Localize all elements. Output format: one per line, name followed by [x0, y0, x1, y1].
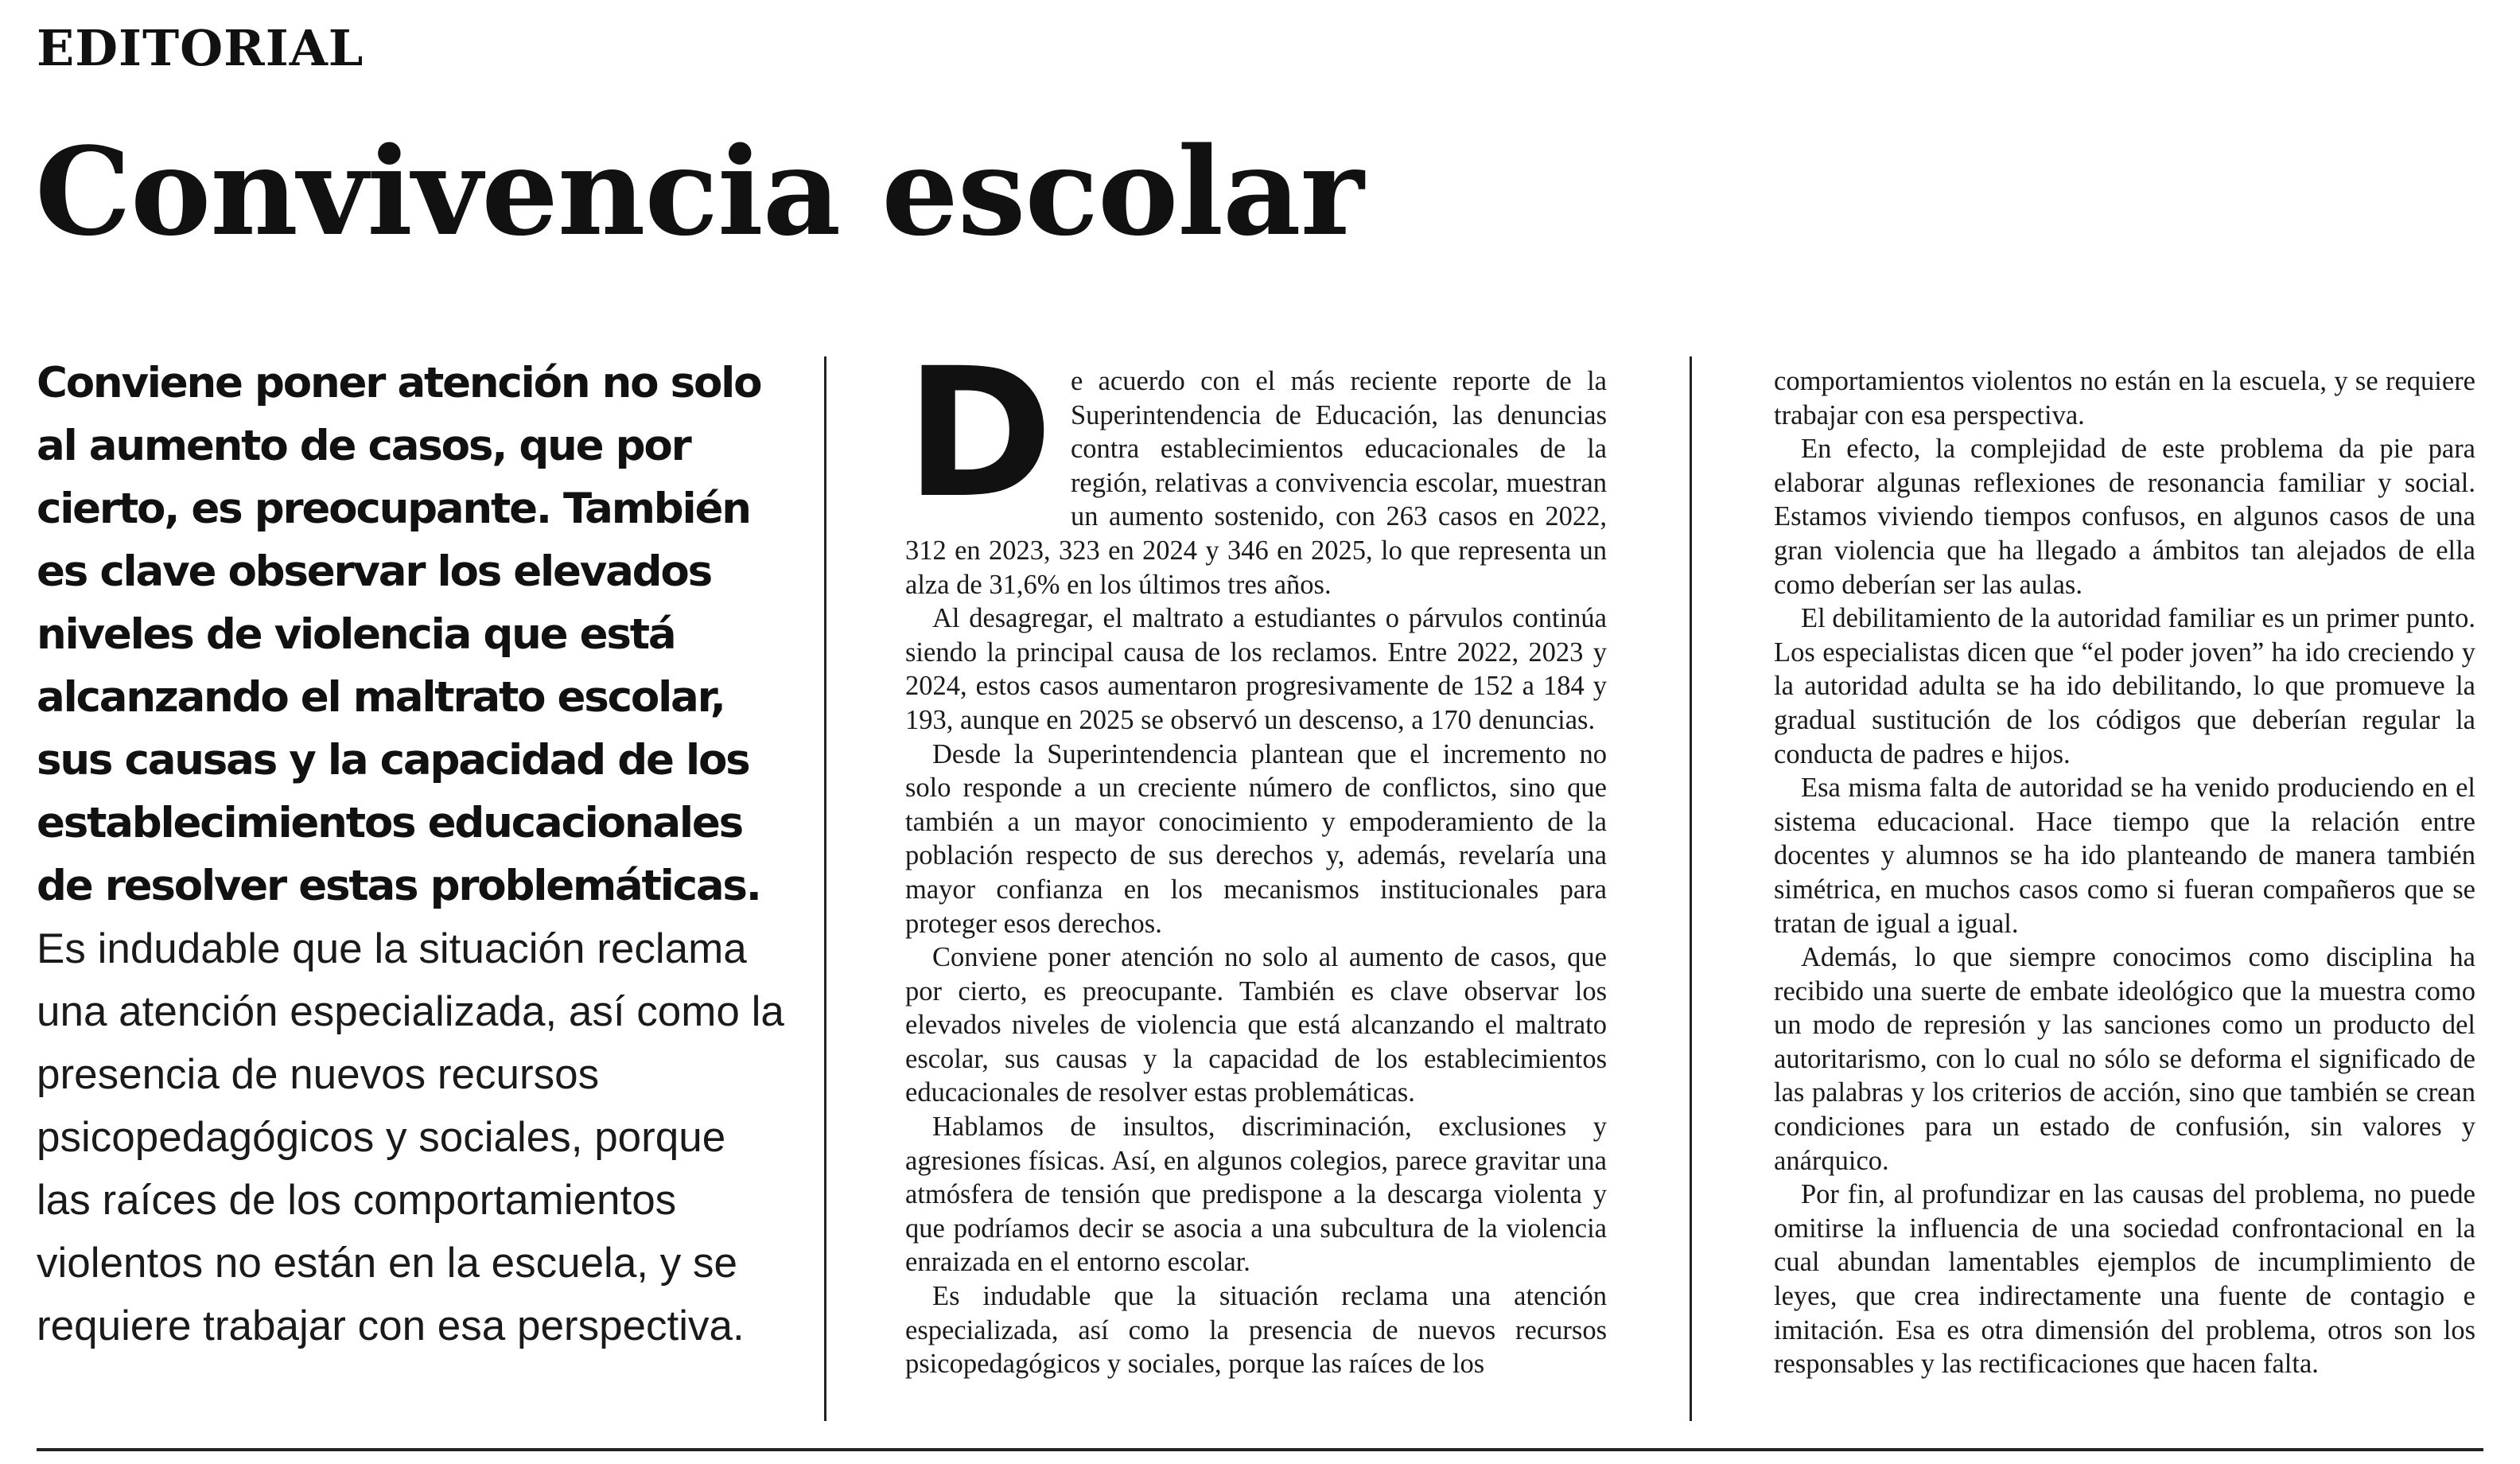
body-paragraph: El debilitamiento de la autoridad familiar es un primer punto. Los especialistas dicen que “el poder joven” ha ido creciendo y la autoridad adulta se ha ido debilitando, lo que promueve la gradual sustitución de los códigos que deberían regular la conducta de padres e hijos.	[1774, 603, 2475, 769]
body-paragraph: En efecto, la complejidad de este problema da pie para elaborar algunas reflexiones de resonancia familiar y social. Estamos viviendo tiempos confusos, en algunos casos de una gran violencia que ha llegado a ámbitos tan alejados de ella como deberían ser las aulas.	[1774, 434, 2475, 600]
body-paragraph: Desde la Superintendencia plantean que el incremento no solo responde a un creciente número de conflictos, sino que también a un mayor conocimiento y empoderamiento de la población respecto de sus derechos y, además, revelaría una mayor confianza en los mecanismos institucionales para proteger esos derechos.	[905, 738, 1607, 939]
section-label: EDITORIAL	[37, 19, 364, 77]
summary-paragraph: Es indudable que la situación reclama una atención especializada, así como la presencia de nuevos recursos psicopedagógicos y sociales, porque las raíces de los comportamientos violentos no están en la escuela, y se requiere trabajar con esa perspectiva.	[37, 925, 784, 1349]
body-paragraph: e acuerdo con el más reciente reporte de la Superintendencia de Educación, las denuncias contra establecimientos educacionales de la región, relativas a convivencia escolar, muestran un aumento sostenido, con 263 casos en 2022, 312 en 2023, 323 en 2024 y 346 en 2025, lo que representa un alza de 31,6% en los últimos tres años.	[905, 366, 1607, 600]
sidebar-summary	[37, 352, 784, 1357]
bottom-rule	[37, 1448, 2483, 1451]
body-paragraph: Al desagregar, el maltrato a estudiantes o párvulos continúa siendo la principal causa de los reclamos. Entre 2022, 2023 y 2024, estos casos aumentaron progresivamente de 152 a 184 y 193, aunque en 2025 se observó un descenso, a 170 denuncias.	[905, 603, 1607, 735]
article-headline: Convivencia escolar	[35, 120, 1363, 263]
lead-paragraph: Conviene poner atención no solo al aumento de casos, que por cierto, es preocupante. También es clave observar los elevados niveles de violencia que está alcanzando el maltrato escolar, sus causas y la capacidad de los establecimientos educacionales de resolver estas problemáticas.	[37, 359, 761, 910]
body-paragraph: comportamientos violentos no están en la escuela, y se requiere trabajar con esa perspectiva.	[1774, 366, 2475, 430]
body-paragraph: Conviene poner atención no solo al aumento de casos, que por cierto, es preocupante. También es clave observar los elevados niveles de violencia que está alcanzando el maltrato escolar, sus causas y la capacidad de los establecimientos educacionales de resolver estas problemáticas.	[905, 942, 1607, 1108]
body-column-2	[1774, 364, 2475, 1381]
column-divider	[824, 356, 826, 1421]
body-paragraph: Por fin, al profundizar en las causas del problema, no puede omitirse la influencia de una sociedad confrontacional en la cual abundan lamentables ejemplos de incumplimiento de leyes, que crea indirectamente una fuente de contagio e imitación. Esa es otra dimensión del problema, otros son los responsables y las rectificaciones que hacen falta.	[1774, 1179, 2475, 1380]
drop-cap: D	[905, 329, 1053, 537]
column-divider	[1690, 356, 1692, 1421]
body-paragraph: Además, lo que siempre conocimos como disciplina ha recibido una suerte de embate ideológico que la muestra como un modo de represión y las sanciones como un producto del autoritarismo, con lo cual no sólo se deforma el significado de las palabras y los criterios de acción, sino que también se crean condiciones para un estado de confusión, sin valores y anárquico.	[1774, 942, 2475, 1176]
body-column-1	[905, 329, 1607, 1381]
body-paragraph: Esa misma falta de autoridad se ha venido produciendo en el sistema educacional. Hace tiempo que la relación entre docentes y alumnos se ha ido planteando de manera también simétrica, en muchos casos como si fueran compañeros que se tratan de igual a igual.	[1774, 773, 2475, 939]
body-paragraph: Es indudable que la situación reclama una atención especializada, así como la presencia de nuevos recursos psicopedagógicos y sociales, porque las raíces de los	[905, 1281, 1607, 1380]
body-paragraph: Hablamos de insultos, discriminación, exclusiones y agresiones físicas. Así, en algunos colegios, parece gravitar una atmósfera de tensión que predispone a la descarga violenta y que podríamos decir se asocia a una subcultura de la violencia enraizada en el entorno escolar.	[905, 1112, 1607, 1278]
